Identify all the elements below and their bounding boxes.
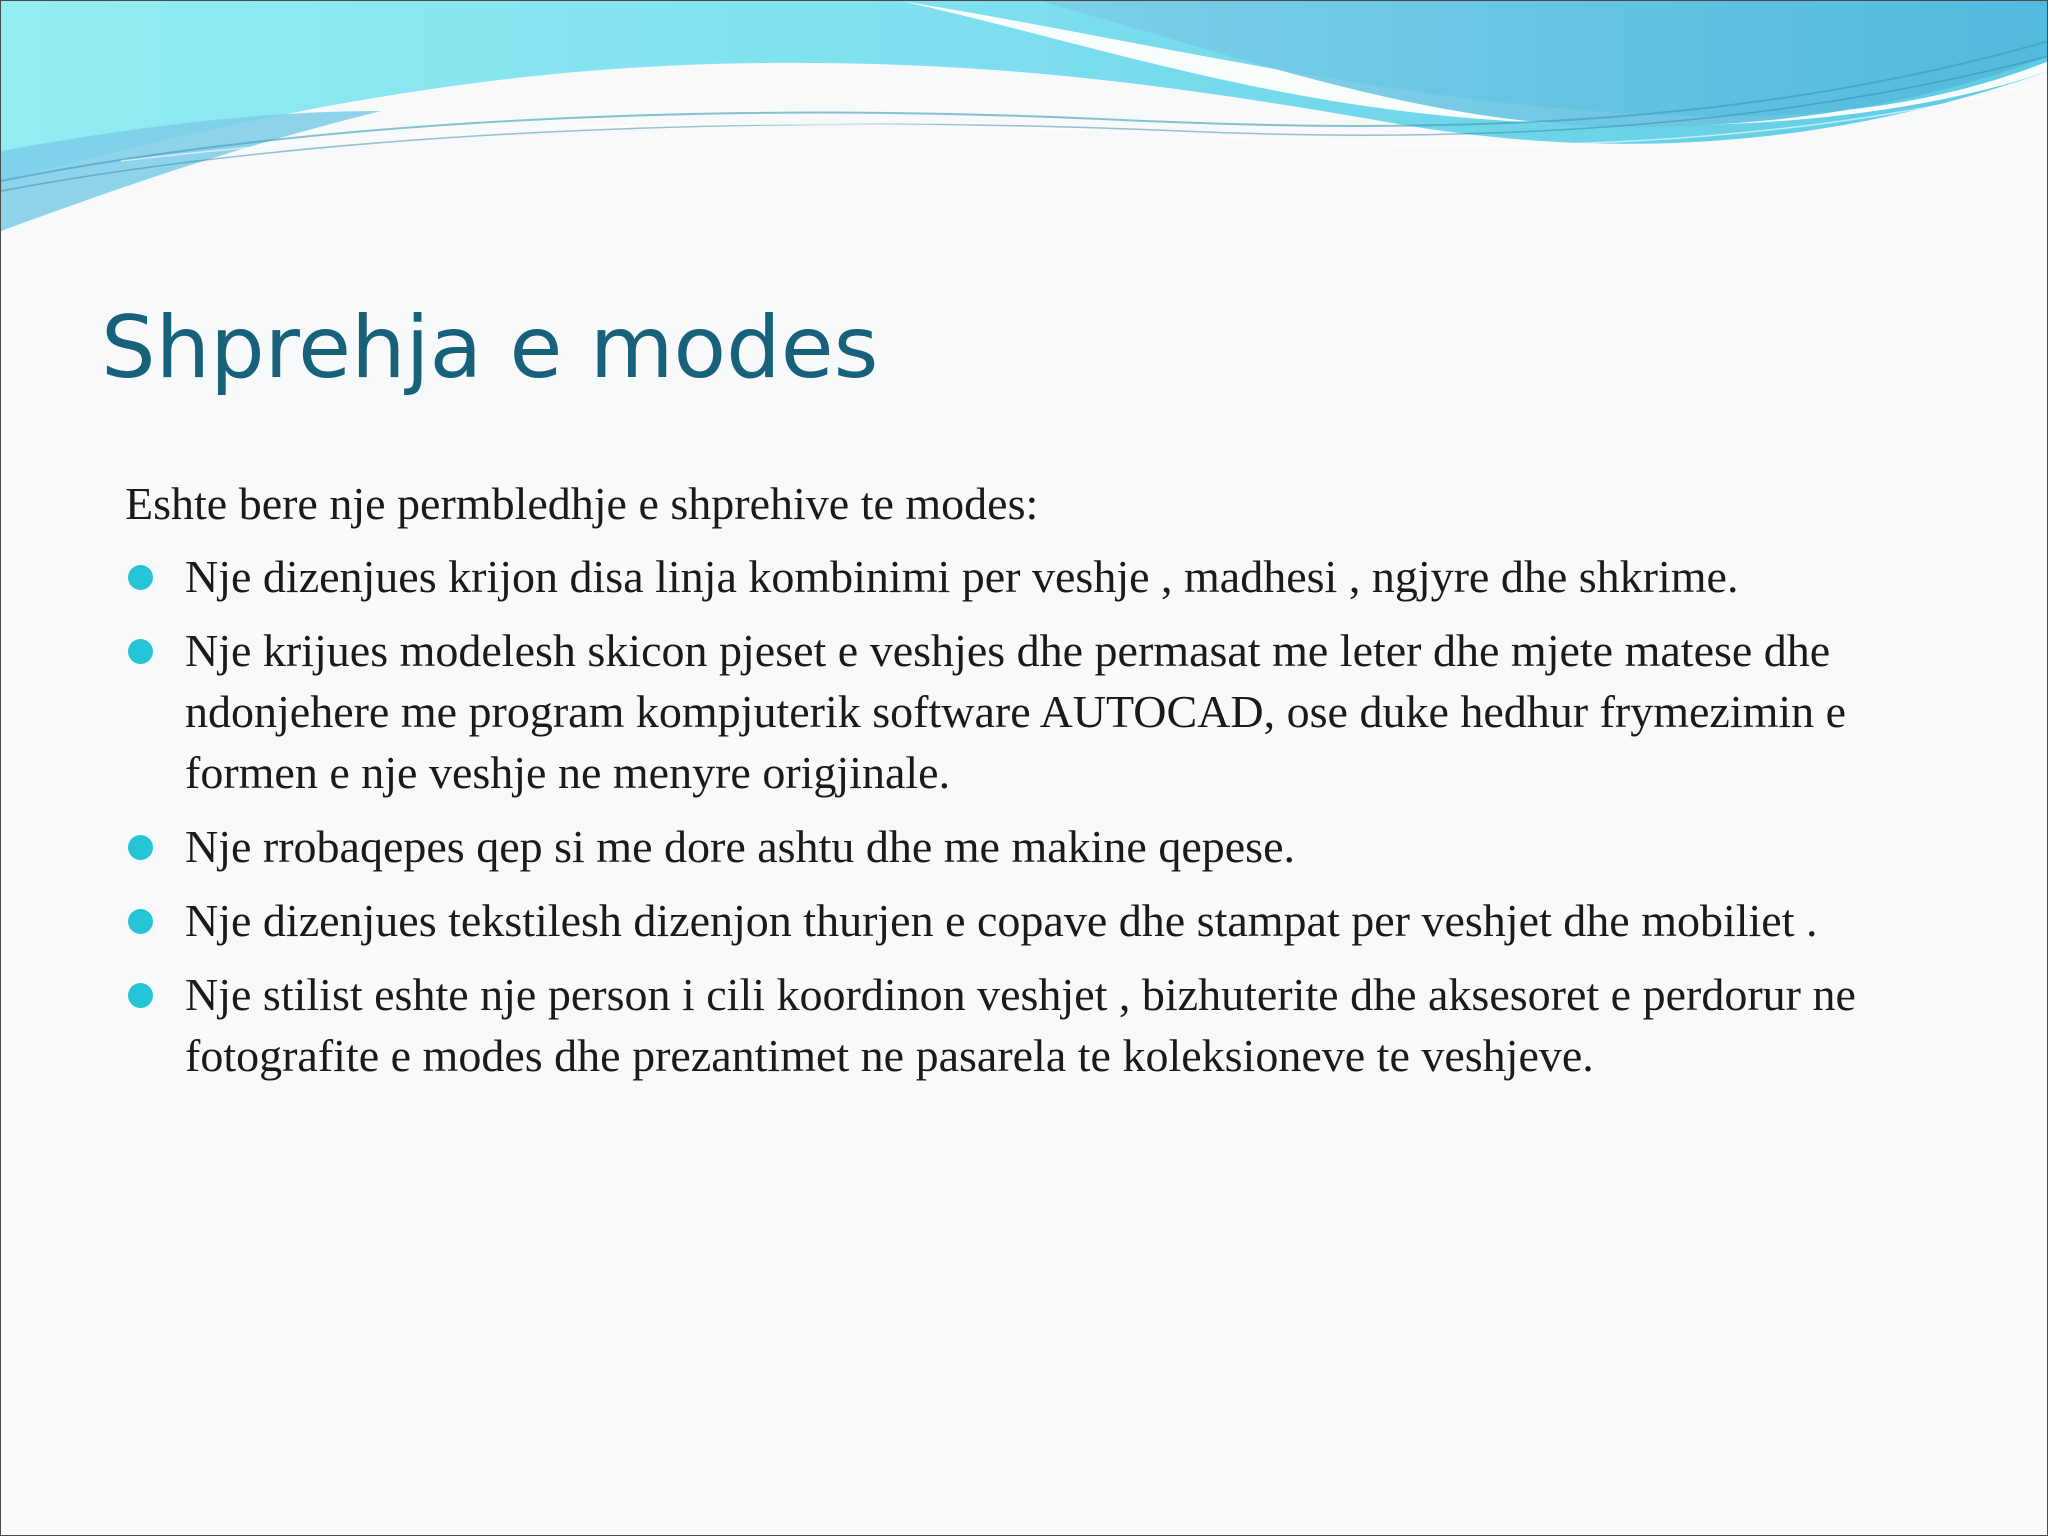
list-item xyxy=(125,546,1925,607)
list-item xyxy=(125,964,1925,1086)
bullet-text: Nje dizenjues tekstilesh dizenjon thurjen e copave dhe stampat per veshjet dhe mobiliet . xyxy=(185,895,1818,946)
bullet-text: Nje krijues modelesh skicon pjeset e veshjes dhe permasat me leter dhe mjete matese dhe ndonjehere me program kompjuterik software AUTOCAD, ose duke hedhur frymezimin e formen e nje veshje ne menyre origjinale. xyxy=(185,625,1847,798)
intro-text: Eshte bere nje permbledhje e shprehive te modes: xyxy=(125,478,1039,529)
bullet-text: Nje stilist eshte nje person i cili koordinon veshjet , bizhuterite dhe aksesoret e perdorur ne fotografite e modes dhe prezantimet ne pasarela te koleksioneve te veshjeve. xyxy=(185,969,1856,1081)
bullet-list xyxy=(125,546,1925,1086)
list-item xyxy=(125,816,1925,877)
list-item xyxy=(125,890,1925,951)
bullet-icon xyxy=(128,639,153,664)
bullet-icon xyxy=(128,983,153,1008)
bullet-icon xyxy=(128,909,153,934)
slide-body xyxy=(125,473,1925,1099)
bullet-text: Nje dizenjues krijon disa linja kombinimi per veshje , madhesi , ngjyre dhe shkrime. xyxy=(185,551,1739,602)
bullet-icon xyxy=(128,835,153,860)
wave-header-decoration xyxy=(1,1,2048,241)
list-item xyxy=(125,620,1925,803)
bullet-icon xyxy=(128,565,153,590)
slide-title: Shprehja e modes xyxy=(101,298,879,398)
bullet-text: Nje rrobaqepes qep si me dore ashtu dhe me makine qepese. xyxy=(185,821,1295,872)
